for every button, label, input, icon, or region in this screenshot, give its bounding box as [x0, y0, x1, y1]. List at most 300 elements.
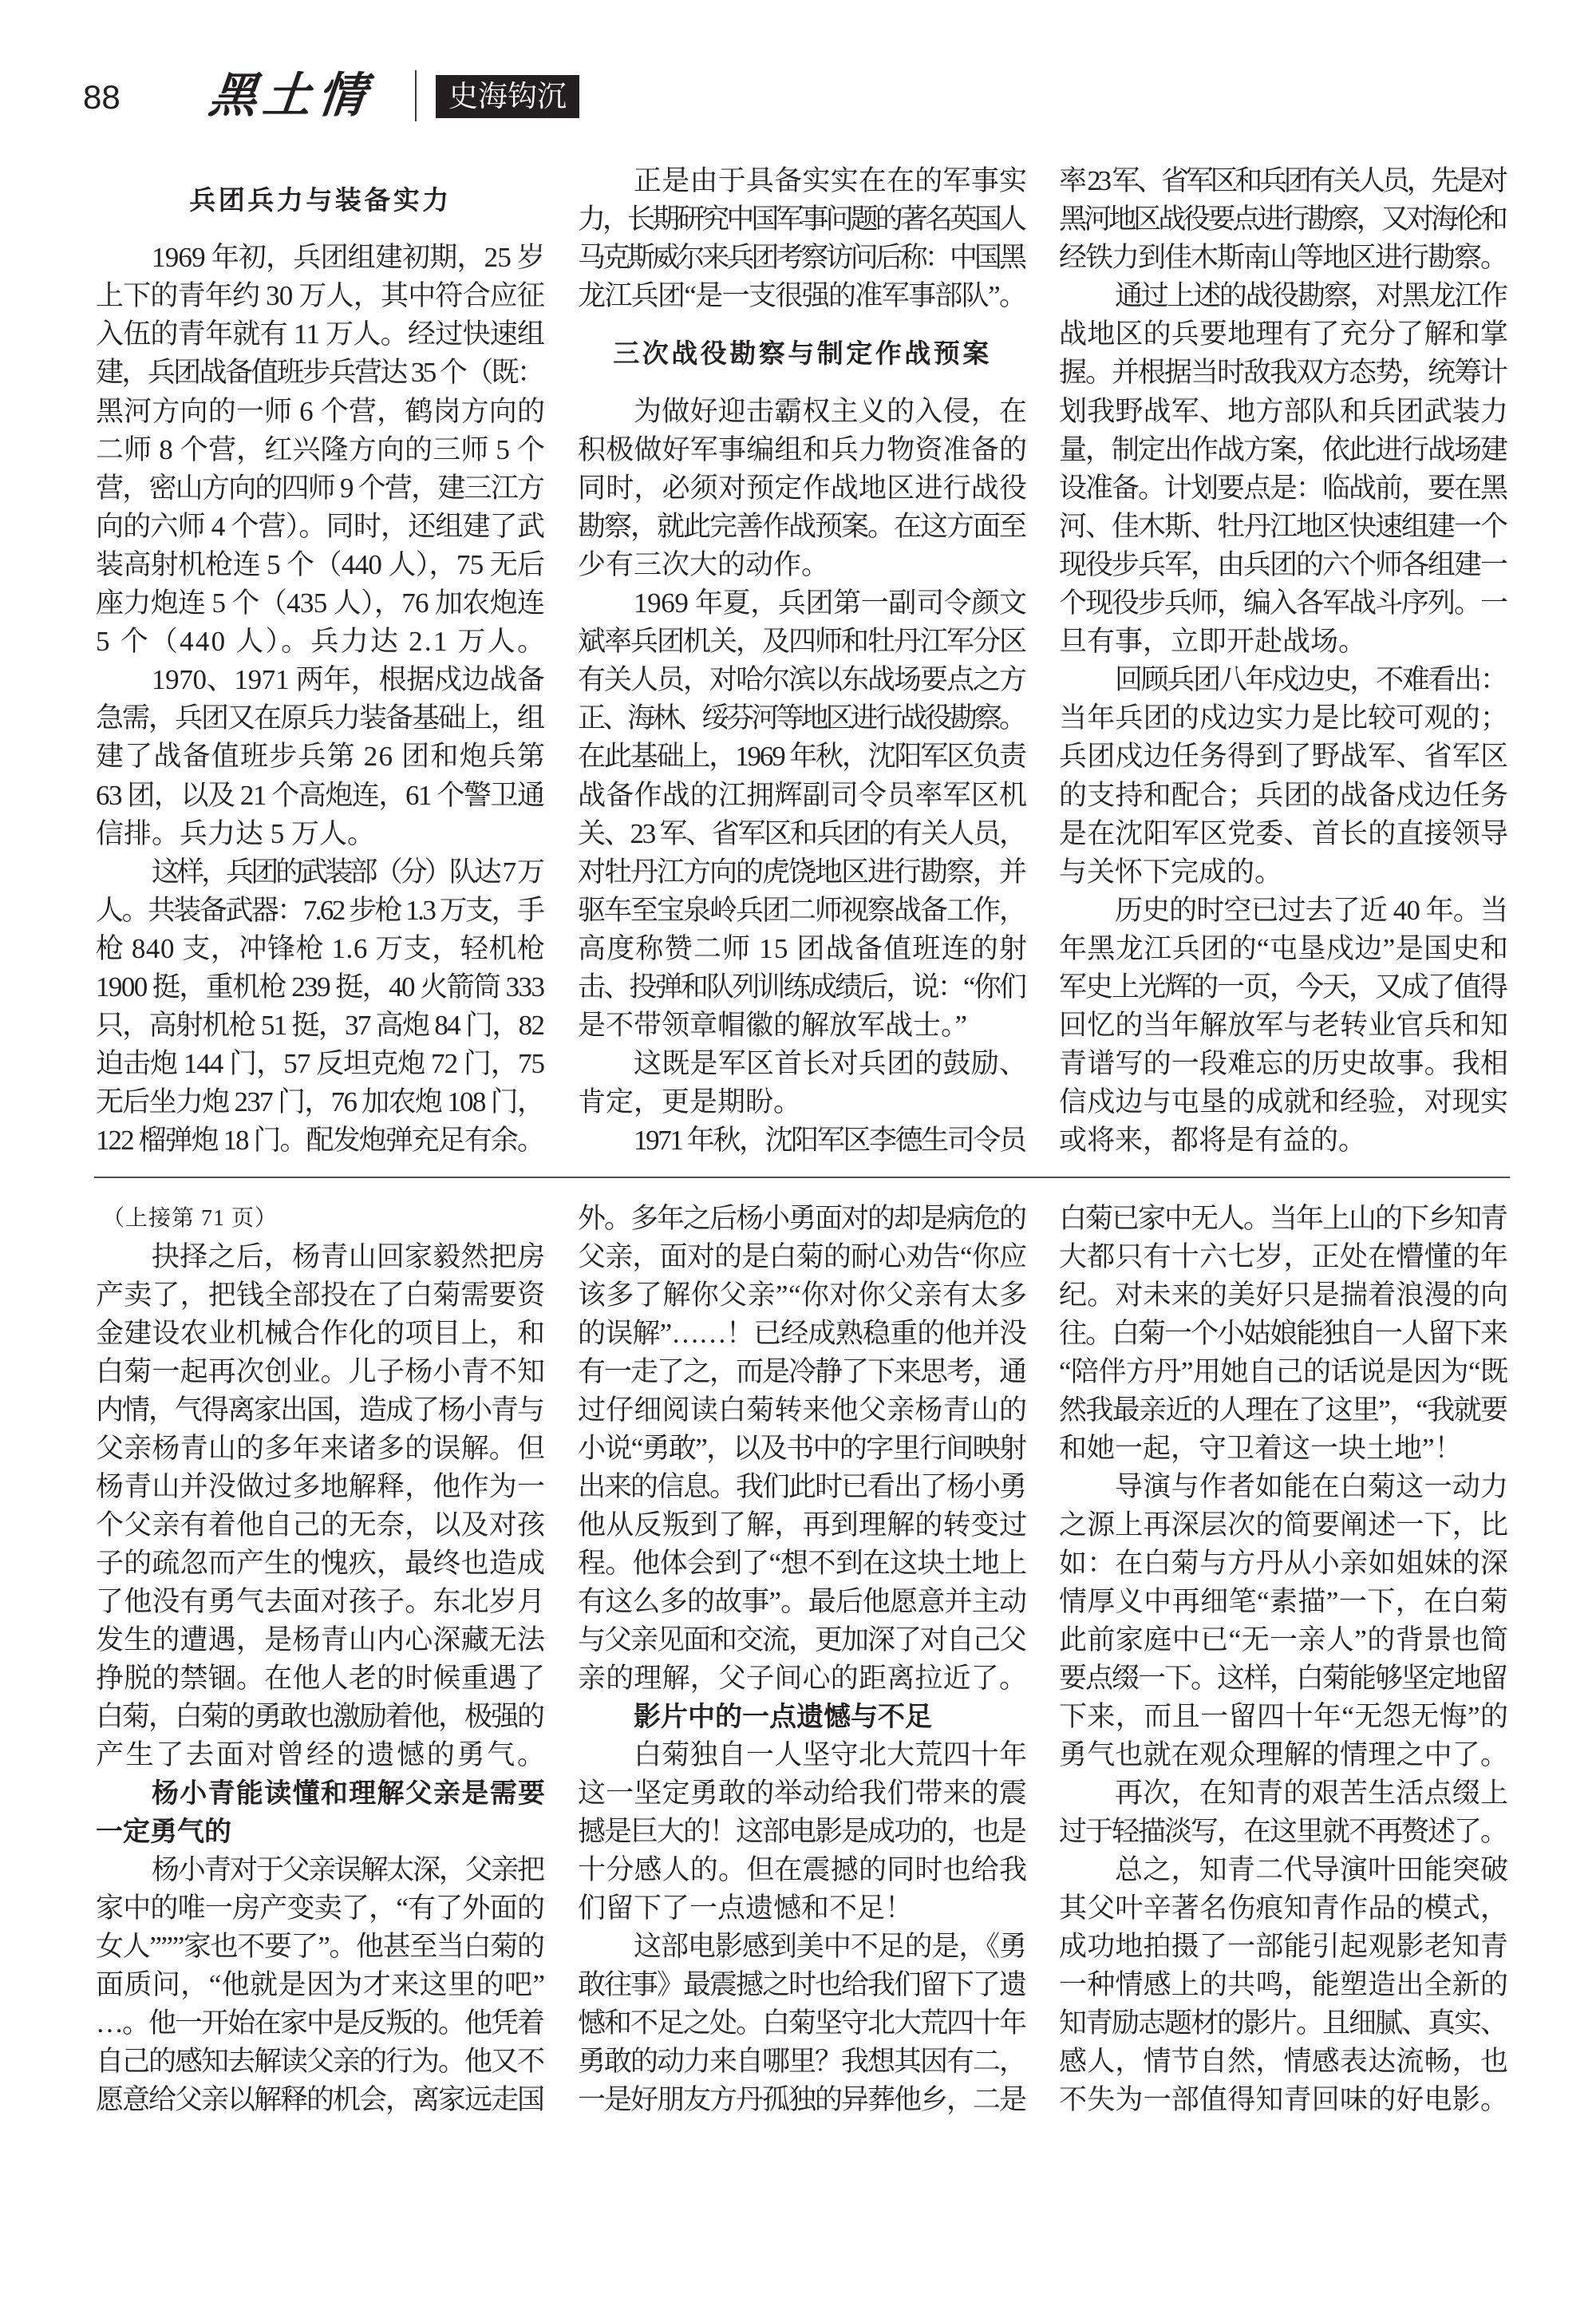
text-line — [1059, 1736, 1508, 1774]
page-number: 88 — [83, 78, 120, 116]
text-line — [96, 1889, 545, 1928]
text-line — [96, 2081, 545, 2119]
line-text: 小说“勇敢”，以及书中的字里行间映射 — [578, 1433, 1026, 1464]
line-text: 这部电影感到美中不足的是，《勇 — [634, 1931, 1026, 1962]
line-text: 建，兵团战备值班步兵营达 35 个（既： — [96, 357, 543, 389]
text-line — [1059, 623, 1508, 661]
text-line — [1059, 1506, 1508, 1545]
subheading-line — [578, 1698, 1027, 1736]
line-text: 回顾兵团八年戍边史，不难看出： — [1115, 664, 1507, 696]
section-label: 史海钩沉 — [436, 75, 579, 118]
line-text: 这既是军区首长对兵团的鼓励、 — [634, 1048, 1028, 1080]
text-line — [578, 1315, 1027, 1353]
text-line — [96, 1966, 545, 2004]
text-line — [96, 1315, 545, 1353]
text-line — [96, 699, 545, 738]
text-line — [96, 815, 545, 853]
text-line — [1059, 469, 1508, 508]
text-line — [96, 853, 545, 892]
text-line — [1059, 1430, 1508, 1468]
line-text: 杨小青对于父亲误解太深，父亲把 — [152, 1854, 543, 1885]
line-text: 人。共装备武器：7.62 步枪 1.3 万支，手 — [96, 894, 543, 926]
text-line — [1059, 1315, 1508, 1353]
text-line — [96, 315, 545, 354]
text-line — [1059, 239, 1508, 277]
text-line — [1059, 393, 1508, 431]
text-line — [96, 968, 545, 1007]
text-line — [578, 892, 1027, 930]
text-line — [96, 1583, 545, 1621]
line-text: 黑河方向的一师 6 个营，鹤岗方向的 — [96, 395, 546, 427]
text-line — [1059, 1468, 1508, 1506]
line-text: 的误解”……！已经成熟稳重的他并没 — [578, 1318, 1027, 1349]
line-text: 关、23 军、省军区和兵团的有关人员， — [578, 817, 1025, 849]
line-text: 入伍的青年就有 11 万人。经过快速组 — [96, 318, 545, 350]
text-line — [1059, 277, 1508, 315]
text-line — [578, 1353, 1027, 1391]
line-text: 影片中的一点遗憾与不足 — [634, 1702, 932, 1732]
line-text: 个现役步兵师，编入各军战斗序列。一 — [1059, 587, 1507, 619]
text-line — [96, 1238, 545, 1276]
text-line — [578, 1276, 1027, 1315]
line-text: 个父亲有着他自己的无奈，以及对孩 — [96, 1509, 546, 1541]
text-line — [578, 1736, 1027, 1774]
column-3 — [1059, 162, 1508, 1160]
line-text: 愿意给父亲以解释的机会，离家远走国 — [96, 2084, 543, 2115]
text-line — [578, 1200, 1027, 1238]
paragraph — [1059, 1468, 1508, 1774]
text-line — [96, 1545, 545, 1583]
line-text: 和她一起，守卫着这一块土地”！ — [1059, 1433, 1463, 1464]
line-text: 内情，气得离家出国，造成了杨小青与 — [96, 1394, 543, 1426]
line-text: 为做好迎击霸权主义的入侵，在 — [634, 395, 1028, 427]
column-3 — [1059, 1200, 1508, 2119]
text-line — [96, 393, 545, 431]
paragraph — [578, 1045, 1027, 1121]
text-line — [578, 1583, 1027, 1621]
line-text: 之源上再深层次的简要阐述一下，比 — [1059, 1509, 1509, 1541]
text-line — [578, 546, 1027, 584]
line-text: 1971 年秋，沈阳军区李德生司令员 — [634, 1125, 1025, 1157]
text-line — [1059, 1966, 1508, 2004]
line-text: 勇敢的动力来自哪里？我想其因有二， — [578, 2046, 1025, 2077]
line-text: 握。并根据当时敌我双方态势，统筹计 — [1059, 357, 1507, 389]
text-line — [578, 1007, 1027, 1045]
line-text: 其父叶辛著名伤痕知青作品的模式， — [1059, 1893, 1509, 1924]
text-line — [578, 1506, 1027, 1545]
line-text: 然我最亲近的人理在了这里”，“我就要 — [1059, 1394, 1507, 1426]
line-text: 这样，兵团的武装部（分）队达 7 万 — [152, 856, 543, 888]
subheading — [96, 1774, 545, 1851]
text-line — [1059, 853, 1508, 892]
line-text: 程。他体会到了“想不到在这块土地上 — [578, 1548, 1027, 1579]
line-text: 知青励志题材的影片。且细腻、真实、 — [1059, 2007, 1507, 2039]
text-line — [96, 892, 545, 930]
paragraph — [578, 393, 1027, 584]
text-line — [1059, 1698, 1508, 1736]
line-text: 外。多年之后杨小勇面对的却是病危的 — [578, 1203, 1025, 1234]
paragraph — [578, 584, 1027, 1045]
line-text: 大都只有十六七岁，正处在懵懂的年 — [1059, 1241, 1509, 1272]
text-line — [578, 1121, 1027, 1160]
line-text: 战地区的兵要地理有了充分了解和掌 — [1059, 318, 1509, 350]
line-text: 河、佳木斯、牡丹江地区快速组建一个 — [1059, 510, 1507, 542]
line-text: 信戍边与屯垦的成就和经验，对现实 — [1059, 1086, 1509, 1118]
text-line — [578, 1928, 1027, 1966]
line-text: 马克斯威尔来兵团考察访问后称：中国黑 — [578, 242, 1025, 274]
text-line — [578, 2081, 1027, 2119]
text-line — [1059, 661, 1508, 699]
line-text: 1969 年夏，兵团第一副司令颜文 — [634, 587, 1027, 619]
line-text: 挣脱的禁锢。在他人老的时候重遇了 — [96, 1663, 546, 1694]
line-text: 军史上光辉的一页，今天，又成了值得 — [1059, 971, 1507, 1003]
line-text: 再次，在知青的艰苦生活点缀上 — [1115, 1778, 1509, 1809]
line-text: 勇气也就在观众理解的情理之中了。 — [1059, 1739, 1509, 1770]
text-line — [578, 431, 1027, 469]
text-line — [1059, 546, 1508, 584]
text-line — [1059, 431, 1508, 469]
line-text: 不失为一部值得知青回味的好电影。 — [1059, 2084, 1509, 2115]
subheading-line — [96, 1813, 545, 1851]
continued-from-note — [96, 1200, 545, 1238]
text-line — [1059, 354, 1508, 392]
line-text: 旦有事，立即开赴战场。 — [1059, 626, 1367, 658]
text-line — [578, 469, 1027, 508]
text-line — [96, 584, 545, 623]
line-text: 兵团戍边任务得到了野战军、省军区 — [1059, 741, 1509, 773]
text-line — [578, 1430, 1027, 1468]
text-line — [578, 1545, 1027, 1583]
text-line — [96, 930, 545, 968]
paragraph — [1059, 661, 1508, 892]
text-line — [1059, 1083, 1508, 1121]
line-text: 白菊独自一人坚守北大荒四十年 — [634, 1739, 1028, 1770]
line-text: 过于轻描淡写，在这里就不再赘述了。 — [1059, 1816, 1507, 1847]
text-line — [578, 239, 1027, 277]
text-line — [96, 1007, 545, 1045]
text-line — [1059, 1659, 1508, 1698]
text-line — [96, 508, 545, 546]
text-line — [96, 239, 545, 277]
line-text: 通过上述的战役勘察，对黑龙江作 — [1115, 280, 1507, 312]
line-text: 父亲杨青山的多年来诸多的误解。但 — [96, 1433, 546, 1464]
section-heading: 三次战役勘察与制定作战预案 — [613, 338, 992, 369]
text-line — [1059, 1045, 1508, 1083]
text-line — [96, 431, 545, 469]
text-line — [96, 1121, 545, 1160]
text-line — [1059, 315, 1508, 354]
line-text: 二师 8 个营，红兴隆方向的三师 5 个 — [96, 433, 546, 465]
line-text: 家中的唯一房产变卖了，“有了外面的 — [96, 1893, 545, 1924]
text-line — [578, 1238, 1027, 1276]
text-line — [578, 162, 1027, 200]
text-line — [96, 2004, 545, 2043]
line-text: 纪。对未来的美好只是揣着浪漫的向 — [1059, 1280, 1509, 1311]
text-line — [1059, 1583, 1508, 1621]
paragraph — [578, 162, 1027, 315]
line-text: 白菊一起再次创业。儿子杨小青不知 — [96, 1356, 546, 1387]
text-line — [96, 1851, 545, 1889]
text-line — [96, 1928, 545, 1966]
line-text: 向的六师 4 个营）。同时，还组建了武 — [96, 510, 545, 542]
line-text: 1970、1971 两年，根据戍边战备 — [152, 664, 545, 696]
line-text: 高度称赞二师 15 团战备值班连的射 — [578, 932, 1029, 964]
paragraph — [96, 661, 545, 852]
line-text: 斌率兵团机关，及四师和牡丹江军分区 — [578, 626, 1025, 658]
line-text: 他从反叛到了解，再到理解的转变过 — [578, 1509, 1028, 1541]
line-text: 过仔细阅读白菊转来他父亲杨青山的 — [578, 1394, 1028, 1426]
text-line — [1059, 930, 1508, 968]
text-line — [578, 2004, 1027, 2043]
line-text: 上下的青年约 30 万人，其中符合应征 — [96, 280, 545, 312]
text-line — [1059, 1353, 1508, 1391]
text-line — [578, 1045, 1027, 1083]
line-text: 这一坚定勇敢的举动给我们带来的震 — [578, 1778, 1028, 1809]
line-text: 总之，知青二代导演叶田能突破 — [1115, 1854, 1509, 1885]
line-text: 自己的感知去解读父亲的行为。他又不 — [96, 2046, 543, 2077]
line-text: 积极做好军事编组和兵力物资准备的 — [578, 433, 1028, 465]
paragraph — [96, 853, 545, 1161]
line-text: 感人，情节自然，情感表达流畅，也 — [1059, 2046, 1509, 2077]
column-1 — [96, 162, 545, 1160]
line-text: 白菊已家中无人。当年上山的下乡知青 — [1059, 1203, 1507, 1234]
line-text: 肯定，更是期盼。 — [578, 1086, 802, 1118]
line-text: 十分感人的。但在震撼的同时也给我 — [578, 1854, 1028, 1885]
text-line — [578, 1391, 1027, 1430]
line-text: 有一走了之，而是冷静了下来思考，通 — [578, 1356, 1025, 1387]
text-line — [1059, 1928, 1508, 1966]
line-text: 龙江兵团“是一支很强的准军事部队”。 — [578, 280, 1026, 312]
text-line — [96, 277, 545, 315]
text-line — [1059, 892, 1508, 930]
line-text: 父亲，面对的是白菊的耐心劝告“你应 — [578, 1241, 1027, 1272]
line-text: 少有三次大的动作。 — [578, 548, 830, 580]
text-line — [96, 1391, 545, 1430]
text-line — [578, 1468, 1027, 1506]
text-line — [1059, 968, 1508, 1007]
text-line — [1059, 1813, 1508, 1851]
text-line — [578, 1966, 1027, 2004]
line-text: 亲的理解，父子间心的距离拉近了。 — [578, 1663, 1028, 1694]
text-line — [1059, 1391, 1508, 1430]
paragraph — [96, 1851, 545, 2119]
text-line — [96, 623, 545, 661]
text-line — [1059, 1007, 1508, 1045]
line-text: 迫击炮 144 门，57 反坦克炮 72 门，75 — [96, 1048, 545, 1080]
line-text: 杨小青能读懂和理解父亲是需要 — [152, 1778, 547, 1809]
paragraph — [1059, 1774, 1508, 1851]
text-line — [1059, 1621, 1508, 1659]
text-line — [96, 1468, 545, 1506]
column-1 — [96, 1200, 545, 2119]
line-text: 现役步兵军，由兵团的六个师各组建一 — [1059, 548, 1507, 580]
paragraph — [1059, 892, 1508, 1161]
paragraph — [96, 239, 545, 661]
line-text: 1900 挺，重机枪 239 挺，40 火箭筒 333 — [96, 971, 544, 1003]
text-line — [96, 469, 545, 508]
line-text: 一定勇气的 — [96, 1817, 231, 1847]
text-line — [578, 1851, 1027, 1889]
line-text: 驱车至宝泉岭兵团二师视察战备工作， — [578, 894, 1025, 926]
line-text: 信排。兵力达 5 万人。 — [96, 817, 376, 849]
text-line — [96, 777, 545, 815]
text-line — [96, 1353, 545, 1391]
line-text: 装高射机枪连 5 个（440 人），75 无后 — [96, 548, 545, 580]
paragraph — [1059, 1200, 1508, 1468]
paragraph — [1059, 277, 1508, 661]
paragraph — [578, 1928, 1027, 2119]
text-line — [1059, 815, 1508, 853]
text-line — [96, 354, 545, 392]
text-line — [1059, 1238, 1508, 1276]
subheading — [578, 1698, 1027, 1736]
line-text: 座力炮连 5 个（435 人），76 加农炮连 — [96, 587, 545, 619]
text-line — [96, 1045, 545, 1083]
line-text: 有关人员，对哈尔滨以东战场要点之方 — [578, 664, 1025, 696]
line-text: 对牡丹江方向的虎饶地区进行勘察，并 — [578, 856, 1025, 888]
text-line — [96, 1506, 545, 1545]
line-text: 划我野战军、地方部队和兵团武装力 — [1059, 395, 1509, 427]
text-line — [578, 584, 1027, 623]
line-text: 力，长期研究中国军事问题的著名英国人 — [578, 204, 1025, 235]
text-line — [1059, 1889, 1508, 1928]
line-text: 是不带领章帽徽的解放军战士。” — [578, 1010, 968, 1042]
text-line — [578, 777, 1027, 815]
text-line — [1059, 162, 1508, 200]
text-line — [1059, 2081, 1508, 2119]
text-line — [1059, 699, 1508, 738]
text-line — [578, 853, 1027, 892]
text-line — [578, 2043, 1027, 2081]
line-text: 在此基础上，1969 年秋，沈阳军区负责 — [578, 741, 1025, 773]
line-text: 率 23 军、省军区和兵团有关人员，先是对 — [1059, 165, 1505, 196]
line-text: 此前家庭中已“无一亲人”的背景也简 — [1059, 1624, 1509, 1655]
text-line — [578, 661, 1027, 699]
text-line — [578, 968, 1027, 1007]
line-text: 产生了去面对曾经的遗憾的勇气。 — [96, 1739, 547, 1770]
text-line — [1059, 2043, 1508, 2081]
line-text: 面质问，“他就是因为才来这里的吧” — [96, 1969, 546, 2000]
paragraph — [578, 1736, 1027, 1928]
line-text: 出来的信息。我们此时已看出了杨小勇 — [578, 1471, 1025, 1502]
text-line — [1059, 1545, 1508, 1583]
line-text: 建了战备值班步兵第 26 团和炮兵第 — [96, 741, 547, 773]
line-text: 要点缀一下。这样，白菊能够坚定地留 — [1059, 1663, 1507, 1694]
text-line — [96, 1698, 545, 1736]
text-line — [578, 393, 1027, 431]
line-text: 一是好朋友方丹孤独的异葬他乡，二是 — [578, 2084, 1025, 2115]
line-text: 抉择之后，杨青山回家毅然把房 — [152, 1241, 546, 1272]
line-text: 了他没有勇气去面对孩子。东北岁月 — [96, 1586, 546, 1617]
line-text: 122 榴弹炮 18 门。配发炮弹充足有余。 — [96, 1125, 544, 1157]
text-line — [578, 699, 1027, 738]
section-heading: 兵团兵力与装备实力 — [189, 185, 452, 215]
text-line — [1059, 1276, 1508, 1315]
line-text: 憾和不足之处。白菊坚守北大荒四十年 — [578, 2007, 1025, 2039]
header-divider — [415, 70, 417, 121]
column-2 — [578, 1200, 1027, 2119]
line-text: 只，高射机枪 51 挺，37 高炮 84 门，82 — [96, 1010, 544, 1042]
line-text: 枪 840 支，冲锋枪 1.6 万支，轻机枪 — [96, 932, 546, 964]
text-line — [578, 1889, 1027, 1928]
line-text: 年黑龙江兵团的“屯垦戍边”是国史和 — [1059, 932, 1509, 964]
text-line — [1059, 584, 1508, 623]
line-text: 历史的时空已过去了近 40 年。当 — [1115, 894, 1508, 926]
line-text: 敢往事》最震撼之时也给我们留下了遗 — [578, 1969, 1025, 2000]
line-text: 63 团，以及 21 个高炮连，61 个警卫通 — [96, 779, 544, 811]
line-text: 战备作战的江拥辉副司令员率军区机 — [578, 779, 1028, 811]
line-text: 该多了解你父亲”“你对你父亲有太多 — [578, 1280, 1028, 1311]
text-line — [1059, 1200, 1508, 1238]
text-line — [96, 2043, 545, 2081]
line-text: 白菊，白菊的勇敢也激励着他，极强的 — [96, 1701, 543, 1732]
paragraph — [96, 1238, 545, 1774]
text-line — [578, 277, 1027, 315]
text-line — [1059, 2004, 1508, 2043]
line-text: 的支持和配合；兵团的战备戍边任务 — [1059, 779, 1509, 811]
text-line — [1059, 1774, 1508, 1813]
line-text: 无后坐力炮 237 门，76 加农炮 108 门， — [96, 1086, 544, 1118]
text-line — [96, 1659, 545, 1698]
line-text: 设准备。计划要点是：临战前，要在黑 — [1059, 472, 1507, 504]
text-line — [96, 1083, 545, 1121]
line-text: 发生的遭遇，是杨青山内心深藏无法 — [96, 1624, 546, 1655]
line-text: 经铁力到佳木斯南山等地区进行勘察。 — [1059, 242, 1507, 274]
line-text: 导演与作者如能在白菊这一动力 — [1115, 1471, 1509, 1502]
article-separator-rule — [94, 1177, 1510, 1178]
text-line — [96, 738, 545, 776]
text-line — [1059, 1851, 1508, 1889]
line-text: 量，制定出作战方案，依此进行战场建 — [1059, 433, 1507, 465]
text-line — [1059, 200, 1508, 239]
text-line — [578, 1659, 1027, 1698]
line-text: 女人”””家也不要了”。他甚至当白菊的 — [96, 1931, 544, 1962]
text-line — [578, 738, 1027, 776]
paragraph — [578, 1200, 1027, 1698]
text-line — [578, 1813, 1027, 1851]
line-text: 急需，兵团又在原兵力装备基础上，组 — [96, 702, 543, 734]
text-line — [96, 546, 545, 584]
subheading-line — [96, 1774, 545, 1813]
text-line — [578, 815, 1027, 853]
paragraph — [578, 1121, 1027, 1160]
line-text: 如：在白菊与方丹从小亲如姐妹的深 — [1059, 1548, 1509, 1579]
text-line — [578, 1621, 1027, 1659]
line-text: 成功地拍摄了一部能引起观影老知青 — [1059, 1931, 1509, 1962]
text-line — [96, 1621, 545, 1659]
paragraph — [1059, 162, 1508, 277]
line-text: 下来，而且一留四十年“无怨无悔”的 — [1059, 1701, 1509, 1732]
text-line — [1059, 1121, 1508, 1160]
line-text: 往。白菊一个小姑娘能独自一人留下来 — [1059, 1318, 1507, 1349]
line-text: 是在沈阳军区党委、首长的直接领导 — [1059, 817, 1509, 849]
line-text: 当年兵团的戍边实力是比较可观的； — [1059, 702, 1509, 734]
text-line — [578, 930, 1027, 968]
line-text: （上接第 71 页） — [102, 1206, 279, 1231]
line-text: 同时，必须对预定作战地区进行战役 — [578, 472, 1028, 504]
line-text: “陪伴方丹”用她自己的话说是因为“既 — [1059, 1356, 1508, 1387]
continued-from-text — [96, 1200, 545, 1238]
line-text: 们留下了一点遗憾和不足！ — [578, 1893, 914, 1924]
line-text: 与关怀下完成的。 — [1059, 856, 1283, 888]
line-text: 一种情感上的共鸣，能塑造出全新的 — [1059, 1969, 1509, 2000]
line-text: 回忆的当年解放军与老转业官兵和知 — [1059, 1010, 1509, 1042]
text-line — [1059, 777, 1508, 815]
line-text: 与父亲见面和交流，更加深了对自己父 — [578, 1624, 1025, 1655]
text-line — [578, 1083, 1027, 1121]
line-text: 正是由于具备实实在在的军事实 — [634, 165, 1028, 196]
line-text: 1969 年初，兵团组建初期，25 岁 — [152, 242, 545, 274]
